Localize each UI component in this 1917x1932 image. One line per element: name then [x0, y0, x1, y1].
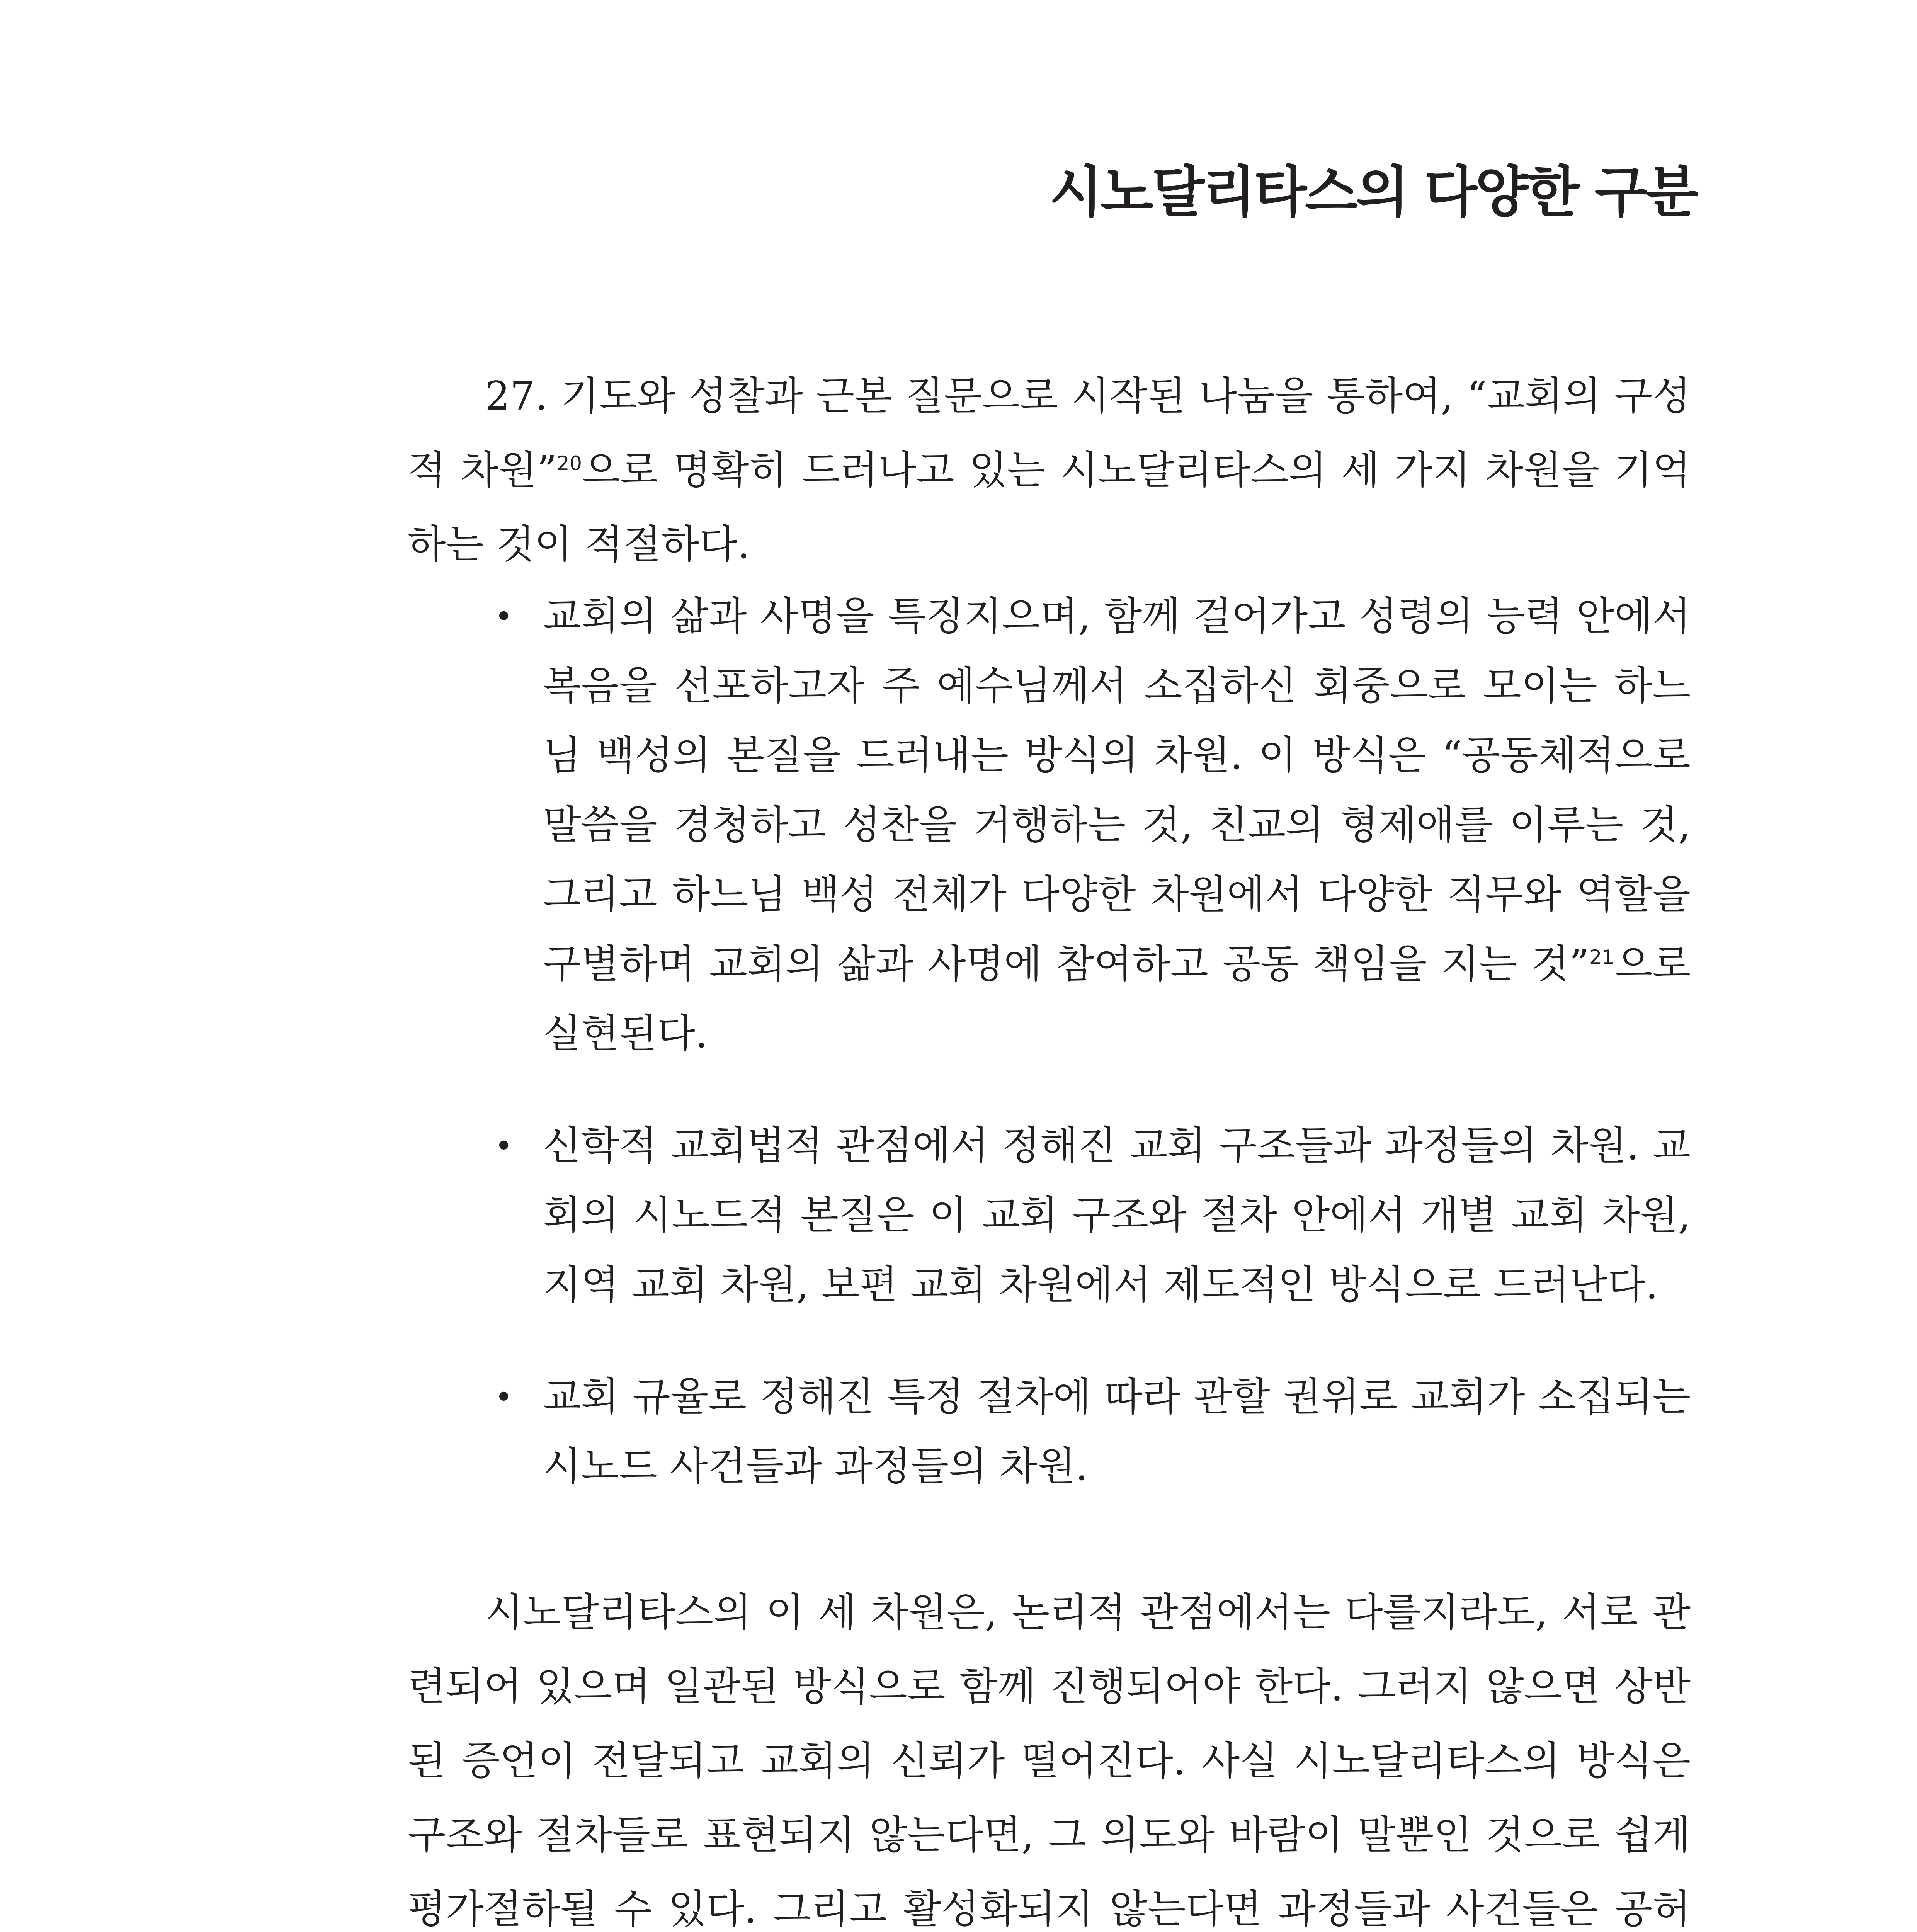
list-item: [408, 582, 1691, 1069]
paragraph-three-dimensions: 시노달리타스의 이 세 차원은, 논리적 관점에서는 다를지라도, 서로 관련되어 있으며 일관된 방식으로 함께 진행되어야 한다. 그러지 않으면 상반된 증언이 전달되고 교회의 신뢰가 떨어진다. 사실 시노달리타스의 방식은 구조와 절차들로 표현되지 않는다면, 그 의도와 바람이 말뿐인 것으로 쉽게 평가절하될 수 있다. 그리고 활성화되지 않는다면 과정들과 사건들은 공허: [408, 1590, 1691, 1932]
footnote-ref-21[interactable]: 21: [1589, 946, 1614, 969]
list-item-text-a: 교회의 삶과 사명을 특징지으며, 함께 걸어가고 성령의 능력 안에서 복음을 선포하고자 주 예수님께서 소집하신 회중으로 모이는 하느님 백성의 본질을 드러내는 방식의 차원. 이 방식은 “공동체적으로 말씀을 경청하고 성찬을 거행하는 것, 친교의 형제애를 이루는 것, 그리고 하느님 백성 전체가 다양한 차원에서 다양한 직무와 역할을 구별하며 교회의 삶과 사명에 참여하고 공동 책임을 지는 것”: [543, 594, 1691, 987]
list-item-text: 신학적 교회법적 관점에서 정해진 교회 구조들과 과정들의 차원. 교회의 시노드적 본질은 이 교회 구조와 절차 안에서 개별 교회 차원, 지역 교회 차원, 보편 교회 차원에서 제도적인 방식으로 드러난다.: [543, 1123, 1691, 1308]
list-item-text-b: 으로 실현된다.: [543, 941, 1691, 1057]
list-item: [408, 1111, 1691, 1320]
bullet-icon: •: [495, 599, 513, 634]
list-item-text: 교회 규율로 정해진 특정 절차에 따라 관할 권위로 교회가 소집되는 시노드 사건들과 과정들의 차원.: [543, 1374, 1691, 1490]
dimension-list: [408, 582, 1691, 1502]
paragraph-27-text-b: 으로 명확히 드러나고 있는 시노달리타스의 세 가지 차원을 기억하는 것이 적절하다.: [408, 447, 1691, 568]
paragraph-27-text-a: 27. 기도와 성찰과 근본 질문으로 시작된 나눔을 통하여, “교회의 구성적 차원”: [408, 373, 1691, 493]
footnote-ref-20[interactable]: 20: [557, 452, 582, 475]
paragraph-27: [408, 359, 1691, 582]
page-title: 시노달리타스의 다양한 구분: [1050, 160, 1697, 224]
list-item: [408, 1362, 1691, 1502]
main-text: [408, 359, 1691, 1932]
bullet-icon: •: [495, 1379, 513, 1415]
bullet-icon: •: [495, 1128, 513, 1164]
